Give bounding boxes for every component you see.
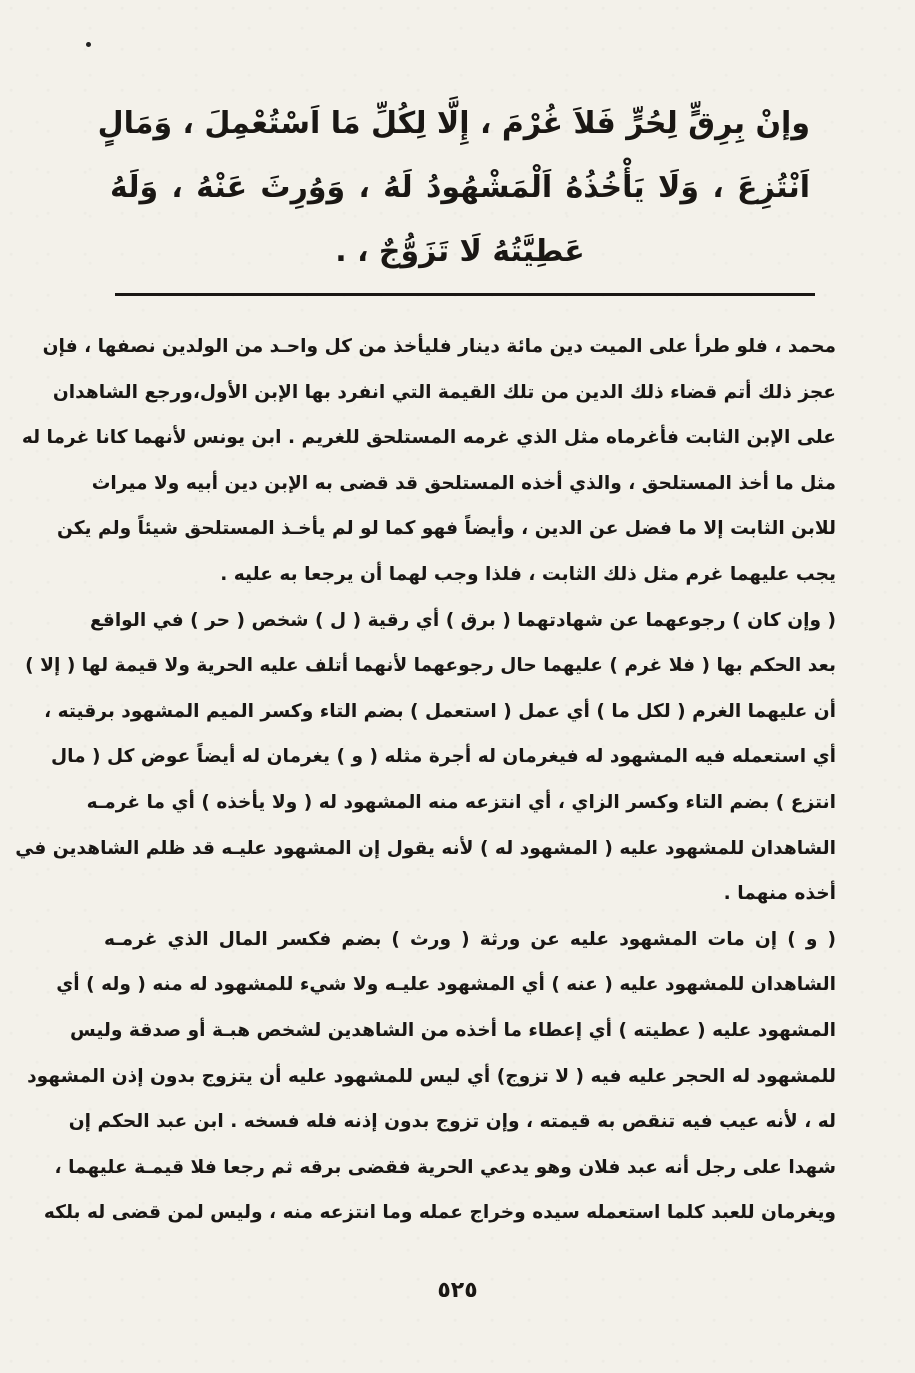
paragraph: [27, 917, 836, 1236]
text-line: ( وإن كان ) رجوعهما عن شهادتهما ( برق ) أي رقية ( ل ) شخص ( حر ) في الواقع: [89, 609, 836, 631]
text-line: ويغرمان للعبد كلما استعمله سيده وخراج عمله وما انتزعه منه ، وليس لمن قضى له بلكه: [43, 1202, 836, 1224]
text-line: أي استعمله فيه المشهود له فيغرمان له أجرة مثله ( و ) يغرمان له أيضاً عوض كل ( مال: [50, 746, 836, 768]
matn-line: عَطِيَّتُهُ لَا تَزَوُّجٌ ، .: [335, 234, 585, 269]
matn-line: وإنْ بِرِقٍّ لِحُرٍّ فَلاَ غُرْمَ ، إِلَّا لِكُلِّ مَا اَسْتُعْمِلَ ، وَمَالٍ: [97, 106, 810, 141]
paragraph: [15, 598, 836, 917]
sharh-text: [15, 324, 836, 1236]
text-line: محمد ، فلو طرأ على الميت دين مائة دينار فليأخذ من كل واحـد من الولدين نصفها ، فإن: [42, 336, 836, 357]
text-line: الشاهدان للمشهود عليه ( عنه ) أي المشهود عليـه ولا شيء للمشهود له منه ( وله ) أي: [56, 974, 836, 996]
matn-text: [97, 92, 810, 284]
matn-line: اَنْتُزِعَ ، وَلَا يَأْخُذُهُ اَلْمَشْهُودُ لَهُ ، وَوُرِثَ عَنْهُ ، وَلَهُ: [110, 170, 810, 205]
text-line: مثل ما أخذ المستلحق ، والذي أخذه المستلحق قد قضى به الإبن دين أبيه ولا ميراث: [91, 472, 836, 494]
text-line: يجب عليهما غرم مثل ذلك الثابت ، فلذا وجب لهما أن يرجعا به عليه .: [220, 563, 836, 585]
text-line: على الإبن الثابت فأغرماه مثل الذي غرمه المستلحق للغريم . ابن يونس لأنهما كانا غرما له: [21, 427, 836, 449]
text-line: ( و ) إن مات المشهود عليه عن ورثة ( ورث ) بضم فكسر المال الذي غرمـه: [104, 928, 836, 950]
page-number: ٥٢٥: [437, 1278, 478, 1303]
text-line: عجز ذلك أتم قضاء ذلك الدين من تلك القيمة التي انفرد بها الإبن الأول،ورجع الشاهدان: [52, 381, 836, 403]
text-line: انتزع ) بضم التاء وكسر الزاي ، أي انتزعه منه المشهود له ( ولا يأخذه ) أي ما غرمـه: [86, 791, 836, 813]
text-line: للابن الثابت إلا ما فضل عن الدين ، وأيضاً فهو كما لو لم يأخـذ المستلحق شيئاً ولم يكن: [57, 518, 836, 540]
separator-rule: [115, 293, 815, 296]
text-line: أخذه منهما .: [723, 883, 836, 905]
ink-speck: [86, 42, 91, 47]
text-line: أن عليهما الغرم ( لكل ما ) أي عمل ( استعمل ) بضم التاء وكسر الميم المشهود برقيته ،: [44, 700, 836, 722]
text-line: له ، لأنه عيب فيه تنقص به قيمته ، وإن تزوج بدون إذنه فله فسخه . ابن عبد الحكم إن: [68, 1111, 836, 1133]
text-line: بعد الحكم بها ( فلا غرم ) عليهما حال رجوعهما لأنهما أتلف عليه الحرية ولا قيمة لها ( إلا ): [25, 655, 836, 677]
text-line: للمشهود له الحجر عليه فيه ( لا تزوج) أي ليس للمشهود عليه أن يتزوج بدون إذن المشهود: [27, 1065, 836, 1087]
text-line: المشهود عليه ( عطيته ) أي إعطاء ما أخذه من الشاهدين لشخص هبـة أو صدقة وليس: [70, 1019, 836, 1041]
text-line: الشاهدان للمشهود عليه ( المشهود له ) لأنه يقول إن المشهود عليـه قد ظلم الشاهدين في: [15, 837, 836, 859]
text-line: شهدا على رجل أنه عبد فلان وهو يدعي الحرية فقضى برقه ثم رجعا فلا قيمـة عليهما ،: [54, 1156, 836, 1178]
paragraph: [21, 324, 836, 598]
